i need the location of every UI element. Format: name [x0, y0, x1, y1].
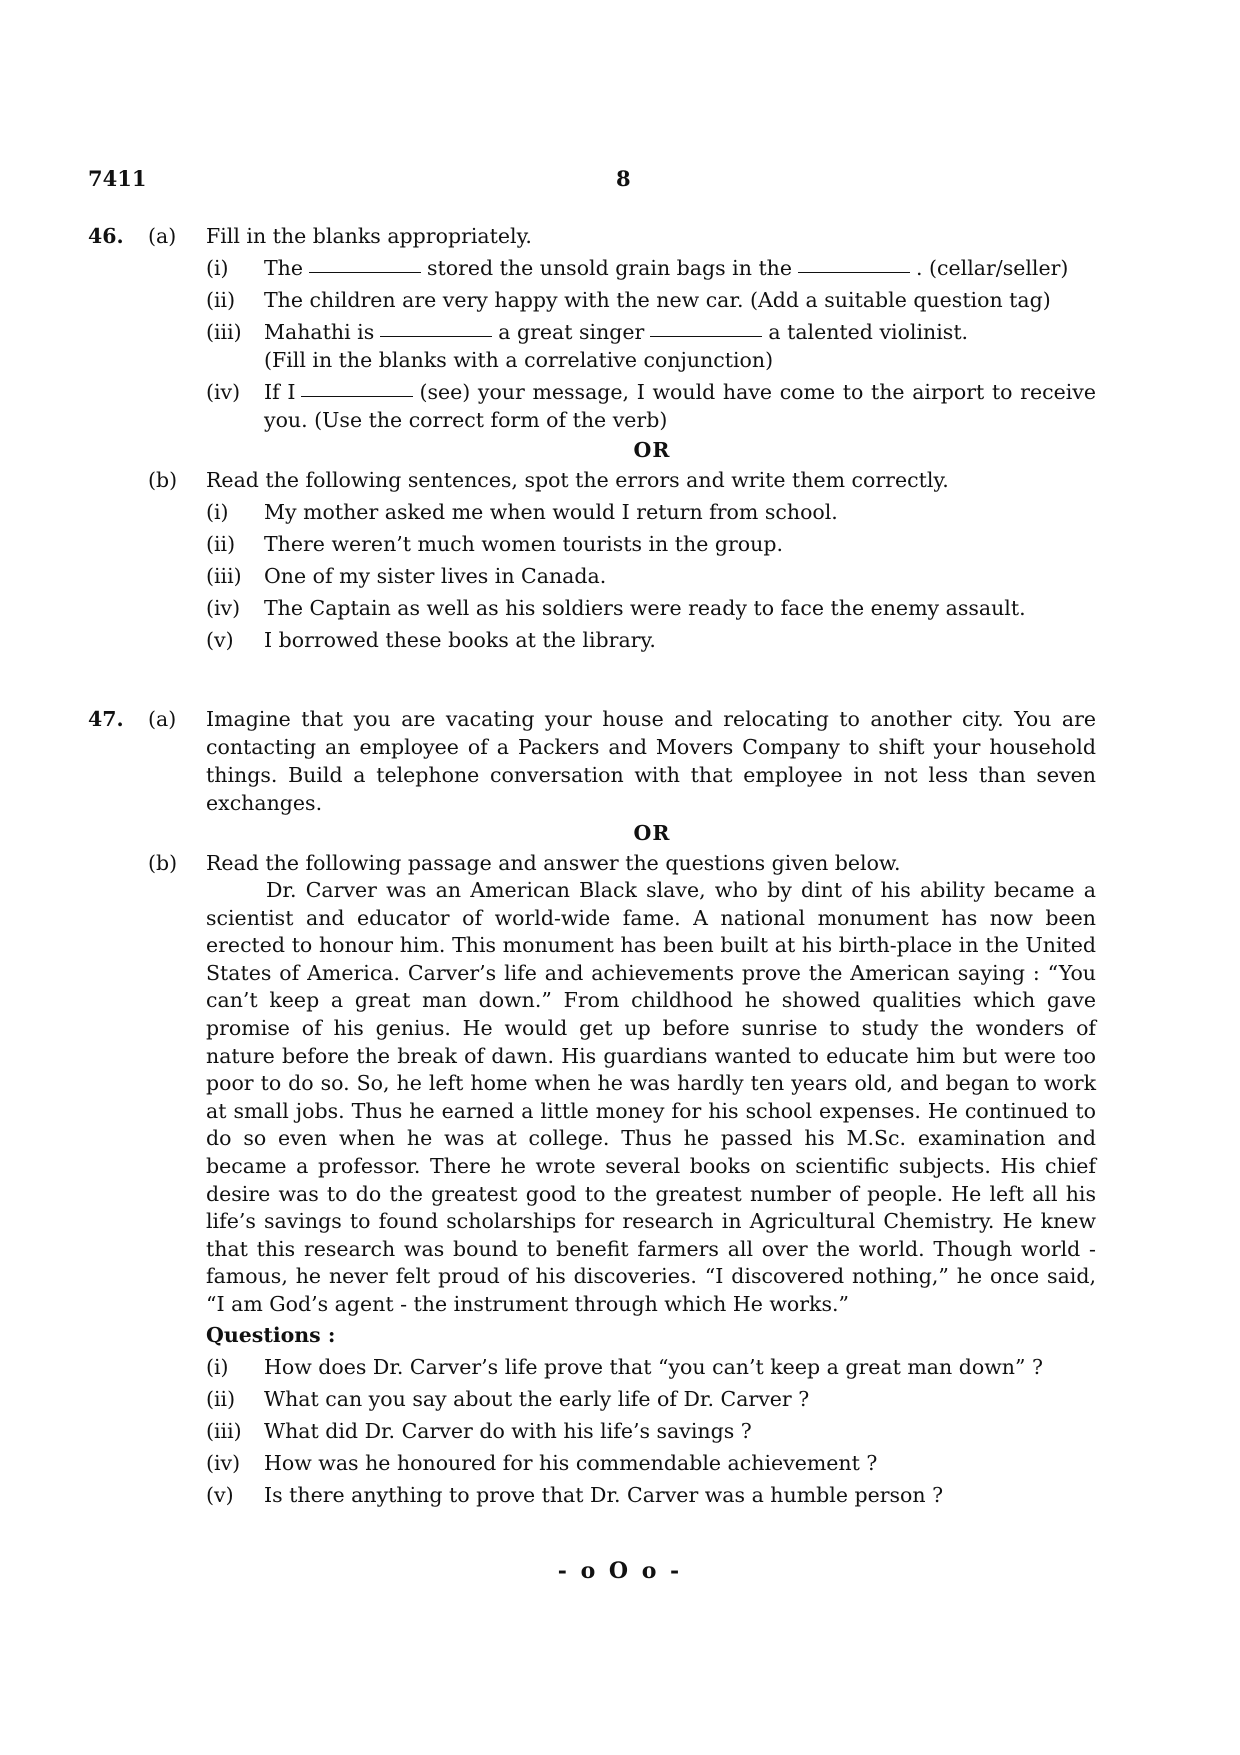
blank-line [798, 271, 910, 273]
question-46 [88, 222, 1096, 654]
part-b-instruction: Read the following passage and answer the questions given below. [206, 851, 901, 875]
item-note: (Fill in the blanks with a correlative conjunction) [264, 348, 774, 372]
blank-line [301, 395, 413, 397]
paper-code: 7411 [88, 166, 147, 191]
part-a-instruction: Fill in the blanks appropriately. [206, 224, 532, 248]
list-item: (i) How does Dr. Carver’s life prove that “you can’t keep a great man down” ? [206, 1354, 1043, 1379]
list-item: (ii) There weren’t much women tourists in the group. [206, 532, 783, 556]
question-number: 47. [88, 707, 124, 731]
list-item: (iii) One of my sister lives in Canada. [206, 564, 607, 588]
end-mark: - o O o - [557, 1558, 683, 1584]
question-47 [88, 705, 1096, 1509]
blank-line [380, 335, 492, 337]
list-item: (iv) How was he honoured for his commendable achievement ? [206, 1450, 878, 1475]
list-item: (ii) What can you say about the early life of Dr. Carver ? [206, 1386, 810, 1411]
question-number: 46. [88, 224, 124, 248]
list-item: (v) I borrowed these books at the library. [206, 628, 656, 652]
blank-line [650, 335, 762, 337]
list-item: (iv) If I (see) your message, I would have come to the airport to receive you. (Use the correct form of the verb) [206, 380, 1096, 432]
part-a-text: Imagine that you are vacating your house and relocating to another city. You are contacting an employee of a Packers and Movers Company to shift your household things. Build a telephone conversation with that employee in not less than seven exchanges. [206, 707, 1096, 815]
or-separator: OR [633, 821, 671, 845]
list-item: (i) My mother asked me when would I return from school. [206, 500, 838, 524]
or-separator: OR [633, 438, 671, 462]
part-label: (b) [148, 851, 178, 875]
list-item: (ii) The children are very happy with the new car. (Add a suitable question tag) [206, 288, 1051, 312]
reading-passage: Dr. Carver was an American Black slave, who by dint of his ability became a scientist and educator of world-wide fame. A national monument has now been erected to honour him. This monument has been built at his birth-place in the United States of America. Carver’s life and achievements prove the American saying : “You can’t keep a great man down.” From childhood he showed qualities which gave promise of his genius. He would get up before sunrise to study the wonders of nature before the break of dawn. His guardians wanted to educate him but were too poor to do so. So, he left home when he was hardly ten years old, and began to work at small jobs. Thus he earned a little money for his school expenses. He continued to do so even when he was at college. Thus he passed his M.Sc. examination and became a professor. There he wrote several books on scientific subjects. His chief desire was to do the greatest good to the greatest number of people. He left all his life’s savings to found scholarships for research in Agricultural Chemistry. He knew that this research was bound to benefit farmers all over the world. Though world - famous, he never felt proud of his discoveries. “I discovered nothing,” he once said, “I am God’s agent - the instrument through which He works.” [206, 878, 1096, 1316]
page-number: 8 [616, 166, 631, 191]
blank-line [309, 271, 421, 273]
part-label: (a) [148, 224, 177, 248]
list-item: (iii) Mahathi is a great singer a talented violinist. (Fill in the blanks with a correlative conjunction) [206, 318, 1096, 374]
list-item: (v) Is there anything to prove that Dr. Carver was a humble person ? [206, 1482, 944, 1507]
list-item: (iv) The Captain as well as his soldiers were ready to face the enemy assault. [206, 596, 1026, 620]
part-label: (b) [148, 468, 178, 492]
part-label: (a) [148, 707, 177, 731]
list-item: (i) The stored the unsold grain bags in the . (cellar/seller) [206, 256, 1069, 280]
part-b-instruction: Read the following sentences, spot the errors and write them correctly. [206, 468, 949, 492]
questions-heading: Questions : [206, 1322, 336, 1347]
list-item: (iii) What did Dr. Carver do with his life’s savings ? [206, 1418, 752, 1443]
